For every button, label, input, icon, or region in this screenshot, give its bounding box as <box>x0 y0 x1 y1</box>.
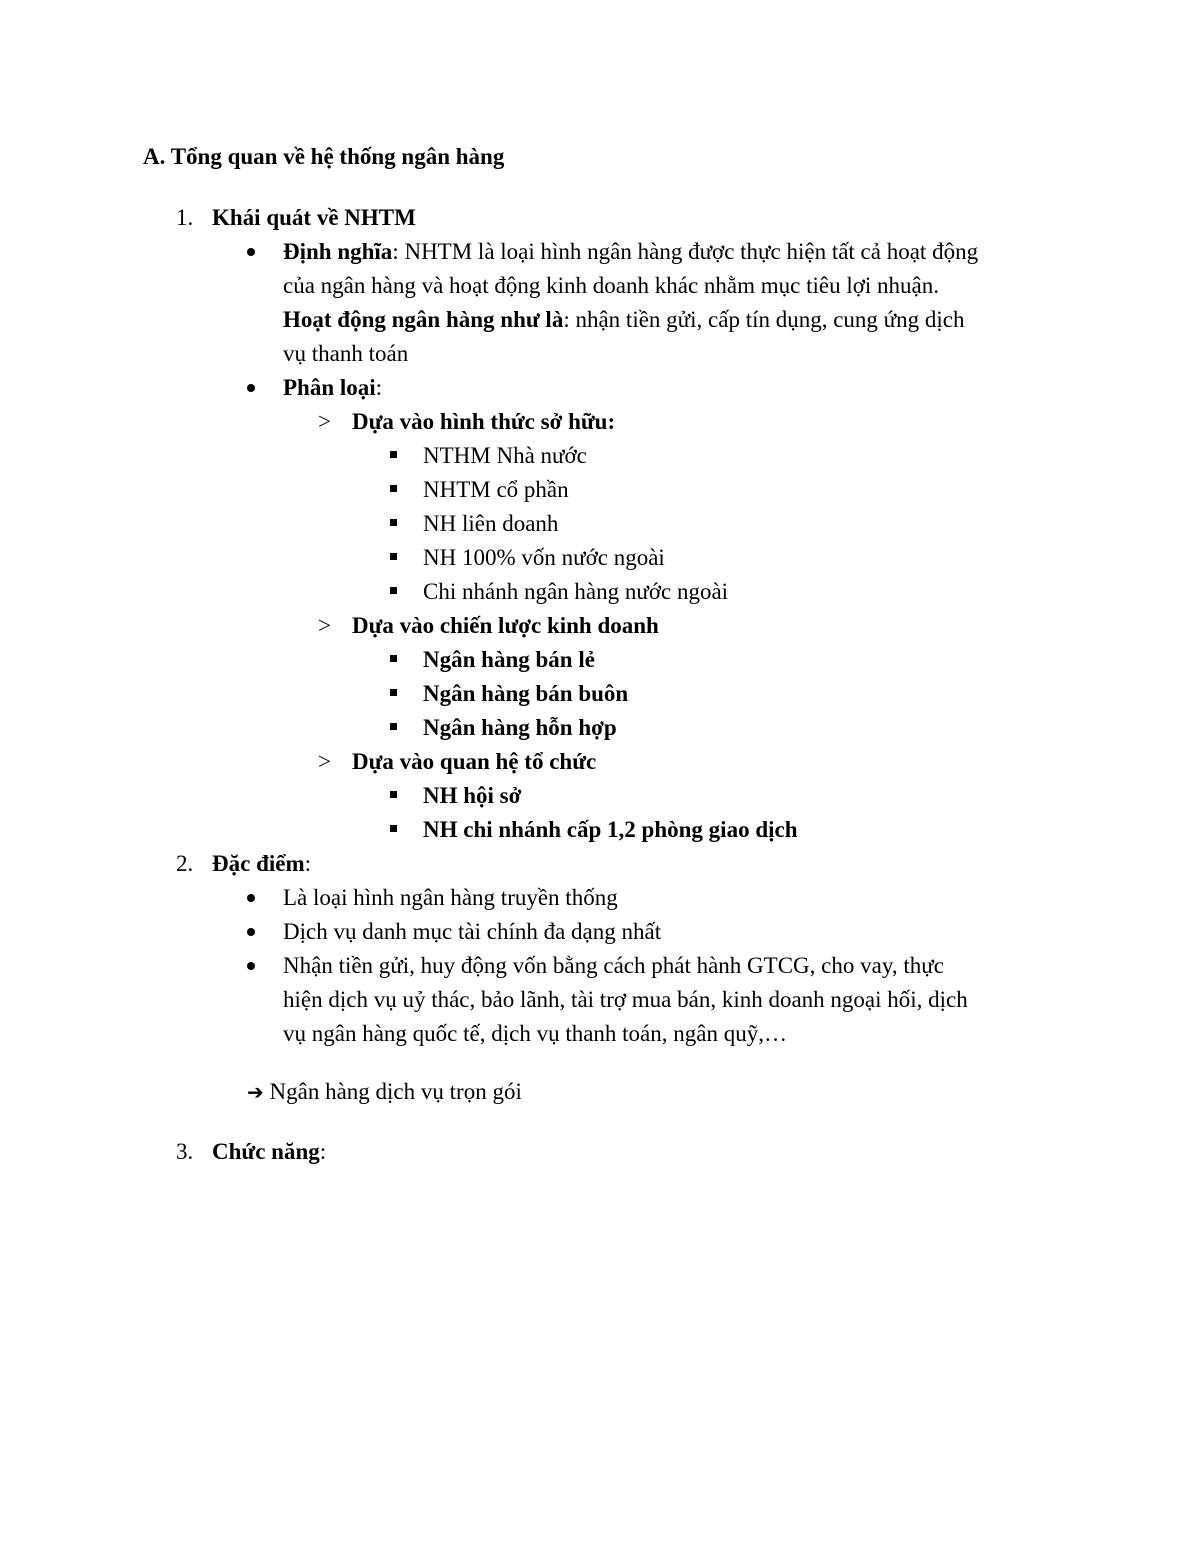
sub2-item: Ngân hàng bán lẻ <box>423 647 595 672</box>
square-bullet <box>390 485 397 492</box>
section-2-colon: : <box>304 851 312 876</box>
bullet-dot <box>247 928 255 936</box>
feature-item-3-line-1: Nhận tiền gửi, huy động vốn bằng cách phát hành GTCG, cho vay, thực <box>283 953 944 978</box>
arrow-marker: > <box>318 409 331 434</box>
sub2-title: Dựa vào chiến lược kinh doanh <box>352 613 659 638</box>
square-bullet <box>390 519 397 526</box>
square-bullet <box>390 553 397 560</box>
sub1-item: NH liên doanh <box>423 511 559 536</box>
definition-text-1: : NHTM là loại hình ngân hàng được thực hiện tất cả hoạt động <box>392 239 979 264</box>
bullet-dot <box>247 962 255 970</box>
bullet-dot <box>247 894 255 902</box>
sub3-item: NH chi nhánh cấp 1,2 phòng giao dịch <box>423 817 798 842</box>
conclusion-line <box>247 1078 522 1106</box>
square-bullet <box>390 825 397 832</box>
section-1-number: 1. <box>176 205 194 230</box>
document-heading: A. Tổng quan về hệ thống ngân hàng <box>143 144 505 169</box>
activity-label: Hoạt động ngân hàng như là <box>283 307 564 332</box>
sub1-title: Dựa vào hình thức sở hữu: <box>352 409 616 434</box>
right-arrow-icon: ➔ <box>247 1080 264 1104</box>
square-bullet <box>390 451 397 458</box>
feature-item-3-line-2: hiện dịch vụ uỷ thác, bảo lãnh, tài trợ mua bán, kinh doanh ngoại hối, dịch <box>283 987 968 1012</box>
sub2-item: Ngân hàng hỗn hợp <box>423 715 617 740</box>
sub1-item: NHTM cổ phần <box>423 477 569 502</box>
sub1-item: NH 100% vốn nước ngoài <box>423 545 665 570</box>
section-3-number: 3. <box>176 1139 194 1164</box>
square-bullet <box>390 791 397 798</box>
sub1-item: Chi nhánh ngân hàng nước ngoài <box>423 579 729 604</box>
classification-line <box>283 374 382 402</box>
feature-item-3-line-3: vụ ngân hàng quốc tế, dịch vụ thanh toán, ngân quỹ,… <box>283 1021 787 1046</box>
definition-label: Định nghĩa <box>283 239 393 264</box>
section-3-title: Chức năng <box>212 1139 320 1164</box>
feature-item: Là loại hình ngân hàng truyền thống <box>283 885 618 910</box>
section-3-colon: : <box>319 1139 327 1164</box>
square-bullet <box>390 689 397 696</box>
definition-line-1 <box>283 238 978 266</box>
sub3-title: Dựa vào quan hệ tổ chức <box>352 749 597 774</box>
section-2-title: Đặc điểm <box>212 851 305 876</box>
definition-line-2: của ngân hàng và hoạt động kinh doanh khác nhằm mục tiêu lợi nhuận. <box>283 273 939 298</box>
sub1-item: NTHM Nhà nước <box>423 443 587 468</box>
section-1-title: Khái quát về NHTM <box>212 205 416 230</box>
arrow-marker: > <box>318 613 331 638</box>
section-2-title-line <box>212 850 311 878</box>
sub3-item: NH hội sở <box>423 783 522 808</box>
activity-line-2: vụ thanh toán <box>283 341 409 366</box>
activity-line-1 <box>283 306 965 334</box>
square-bullet <box>390 655 397 662</box>
section-3-title-line <box>212 1138 326 1166</box>
bullet-dot <box>247 248 255 256</box>
square-bullet <box>390 587 397 594</box>
sub2-item: Ngân hàng bán buôn <box>423 681 629 706</box>
conclusion-text: Ngân hàng dịch vụ trọn gói <box>269 1079 522 1104</box>
arrow-marker: > <box>318 749 331 774</box>
section-2-number: 2. <box>176 851 194 876</box>
activity-text-1: : nhận tiền gửi, cấp tín dụng, cung ứng dịch <box>563 307 965 332</box>
classification-colon: : <box>375 375 383 400</box>
classification-label: Phân loại <box>283 375 376 400</box>
bullet-dot <box>247 384 255 392</box>
square-bullet <box>390 723 397 730</box>
feature-item: Dịch vụ danh mục tài chính đa dạng nhất <box>283 919 662 944</box>
